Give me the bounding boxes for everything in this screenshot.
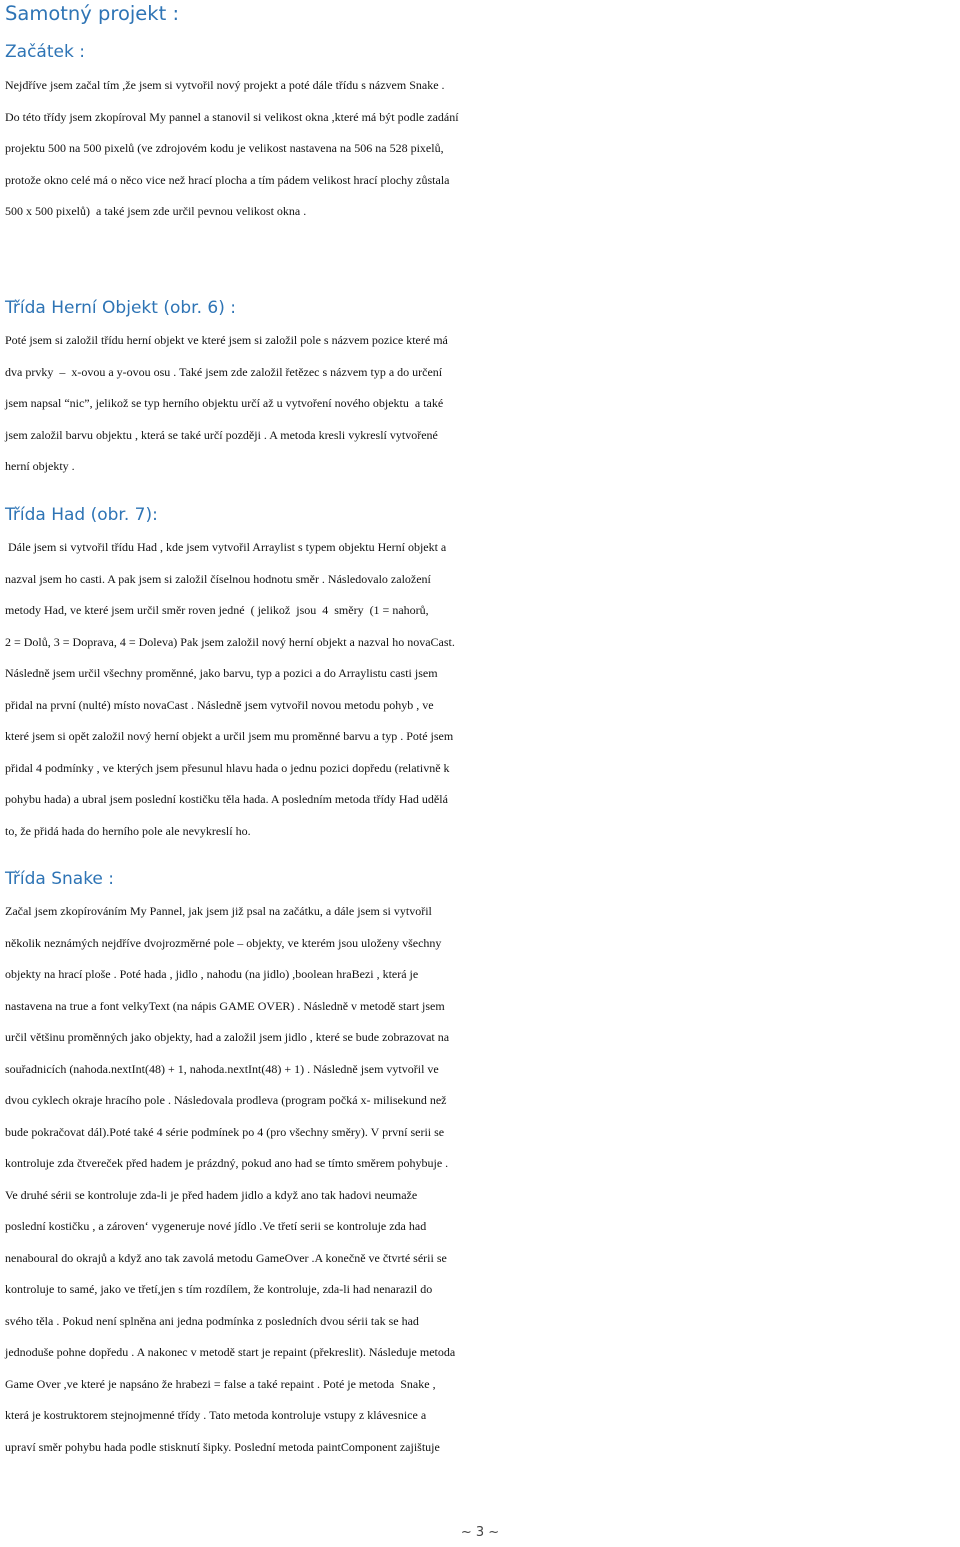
- text-line: Začal jsem zkopírováním My Pannel, jak jsem již psal na začátku, a dále jsem si vytvořil: [5, 904, 432, 918]
- text-line: přidal na první (nulté) místo novaCast . Následně jsem vytvořil novou metodu pohyb , ve: [5, 697, 434, 712]
- text-line: které jsem si opět založil nový herní objekt a určil jsem mu proměnné barvu a typ . Poté jsem: [5, 729, 454, 743]
- text-line: Game Over ,ve které je napsáno že hrabezi = false a také repaint . Poté je metoda Snake ,: [5, 1376, 436, 1391]
- text-line: nenaboural do okrajů a když ano tak zavolá metodu GameOver .A konečně ve čtvrté sérii se: [5, 1250, 447, 1265]
- text-line: to, že přidá hada do herního pole ale nevykreslí ho.: [5, 823, 251, 838]
- section-body-had: [5, 532, 960, 847]
- section-body-snake: [5, 896, 960, 1463]
- text-line: Ve druhé sérii se kontroluje zda-li je před hadem jidlo a když ano tak hadovi neumaže: [5, 1187, 418, 1202]
- text-line: bude pokračovat dál).Poté také 4 série podmínek po 4 (pro všechny směry). V první serii se: [5, 1124, 445, 1139]
- text-line: přidal 4 podmínky , ve kterých jsem přesunul hlavu hada o jednu pozici dopředu (relativně k: [5, 760, 450, 775]
- text-line: jednoduše pohne dopředu . A nakonec v metodě start je repaint (překreslit). Následuje metoda: [5, 1345, 456, 1359]
- text-line: svého těla . Pokud není splněna ani jedna podmínka z posledních dvou sérii tak se had: [5, 1313, 419, 1328]
- text-line: 2 = Dolů, 3 = Doprava, 4 = Doleva) Pak jsem založil nový herní objekt a nazval ho novaCast.: [5, 634, 455, 649]
- text-line: dva prvky – x-ovou a y-ovou osu . Také jsem zde založil řetězec s názvem typ a do určení: [5, 364, 443, 379]
- text-line: kontroluje to samé, jako ve třetí,jen s tím rozdílem, že kontroluje, zda-li had nenarazil do: [5, 1282, 433, 1296]
- page-title: Samotný projekt :: [5, 2, 180, 25]
- text-line: jsem napsal “nic”, jelikož se typ herního objektu určí až u vytvoření nového objektu a také: [5, 396, 444, 410]
- text-line: souřadnicích (nahoda.nextInt(48) + 1, nahoda.nextInt(48) + 1) . Následně jsem vytvořil ve: [5, 1061, 439, 1076]
- text-line: určil většinu proměnných jako objekty, had a založil jsem jidlo , které se bude zobrazovat na: [5, 1030, 450, 1044]
- text-line: pohybu hada) a ubral jsem poslední kostičku těla hada. A posledním metoda třídy Had udělá: [5, 792, 448, 806]
- text-line: nazval jsem ho casti. A pak jsem si založil číselnou hodnotu směr . Následovalo založení: [5, 571, 431, 586]
- text-line: 500 x 500 pixelů) a také jsem zde určil pevnou velikost okna .: [5, 204, 307, 218]
- text-line: několik neznámých nejdříve dvojrozměrné pole – objekty, ve kterém jsou uloženy všechny: [5, 935, 442, 950]
- text-line: která je kostruktorem stejnojmenné třídy . Tato metoda kontroluje vstupy z klávesnice a: [5, 1408, 427, 1422]
- text-line: poslední kostičku , a zároven‘ vygeneruje nové jídlo .Ve třetí serii se kontroluje zda had: [5, 1219, 427, 1233]
- text-line: objekty na hrací ploše . Poté hada , jidlo , nahodu (na jidlo) ,boolean hraBezi , která je: [5, 967, 419, 981]
- text-line: projektu 500 na 500 pixelů (ve zdrojovém kodu je velikost nastavena na 506 na 528 pixelů,: [5, 141, 444, 155]
- text-line: jsem založil barvu objektu , která se také určí později . A metoda kresli vykreslí vytvořené: [5, 427, 438, 442]
- section-heading-herni-objekt: Třída Herní Objekt (obr. 6) :: [5, 298, 236, 318]
- text-line: Následně jsem určil všechny proměnné, jako barvu, typ a pozici a do Arraylistu casti jsem: [5, 666, 438, 680]
- section-body-herni-objekt: [5, 325, 960, 483]
- text-line: herní objekty .: [5, 459, 75, 473]
- section-heading-zacatek: Začátek :: [5, 42, 85, 62]
- text-line: Nejdříve jsem začal tím ,že jsem si vytvořil nový projekt a poté dále třídu s názvem Snake .: [5, 78, 445, 92]
- text-line: kontroluje zda čtvereček před hadem je prázdný, pokud ano had se tímto směrem pohybuje .: [5, 1156, 449, 1170]
- text-line: dvou cyklech okraje hracího pole . Následovala prodleva (program počká x- milisekund než: [5, 1093, 447, 1107]
- text-line: protože okno celé má o něco vice než hrací plocha a tím pádem velikost hrací plochy zůstala: [5, 172, 450, 187]
- text-line: Do této třídy jsem zkopíroval My pannel a stanovil si velikost okna ,které má být podle zadání: [5, 109, 459, 124]
- section-body-zacatek: [5, 70, 960, 228]
- text-line: nastavena na true a font velkyText (na nápis GAME OVER) . Následně v metodě start jsem: [5, 998, 445, 1013]
- text-line: Dále jsem si vytvořil třídu Had , kde jsem vytvořil Arraylist s typem objektu Herní objekt a: [5, 540, 447, 554]
- section-heading-had: Třída Had (obr. 7):: [5, 505, 158, 525]
- text-line: upraví směr pohybu hada podle stisknutí šipky. Poslední metoda paintComponent zajištuje: [5, 1439, 440, 1454]
- section-heading-snake: Třída Snake :: [5, 869, 115, 889]
- text-line: Poté jsem si založil třídu herní objekt ve které jsem si založil pole s názvem pozice které má: [5, 333, 448, 347]
- page-number: ~ 3 ~: [460, 1525, 500, 1540]
- text-line: metody Had, ve které jsem určil směr roven jedné ( jelikož jsou 4 směry (1 = nahorů,: [5, 603, 429, 617]
